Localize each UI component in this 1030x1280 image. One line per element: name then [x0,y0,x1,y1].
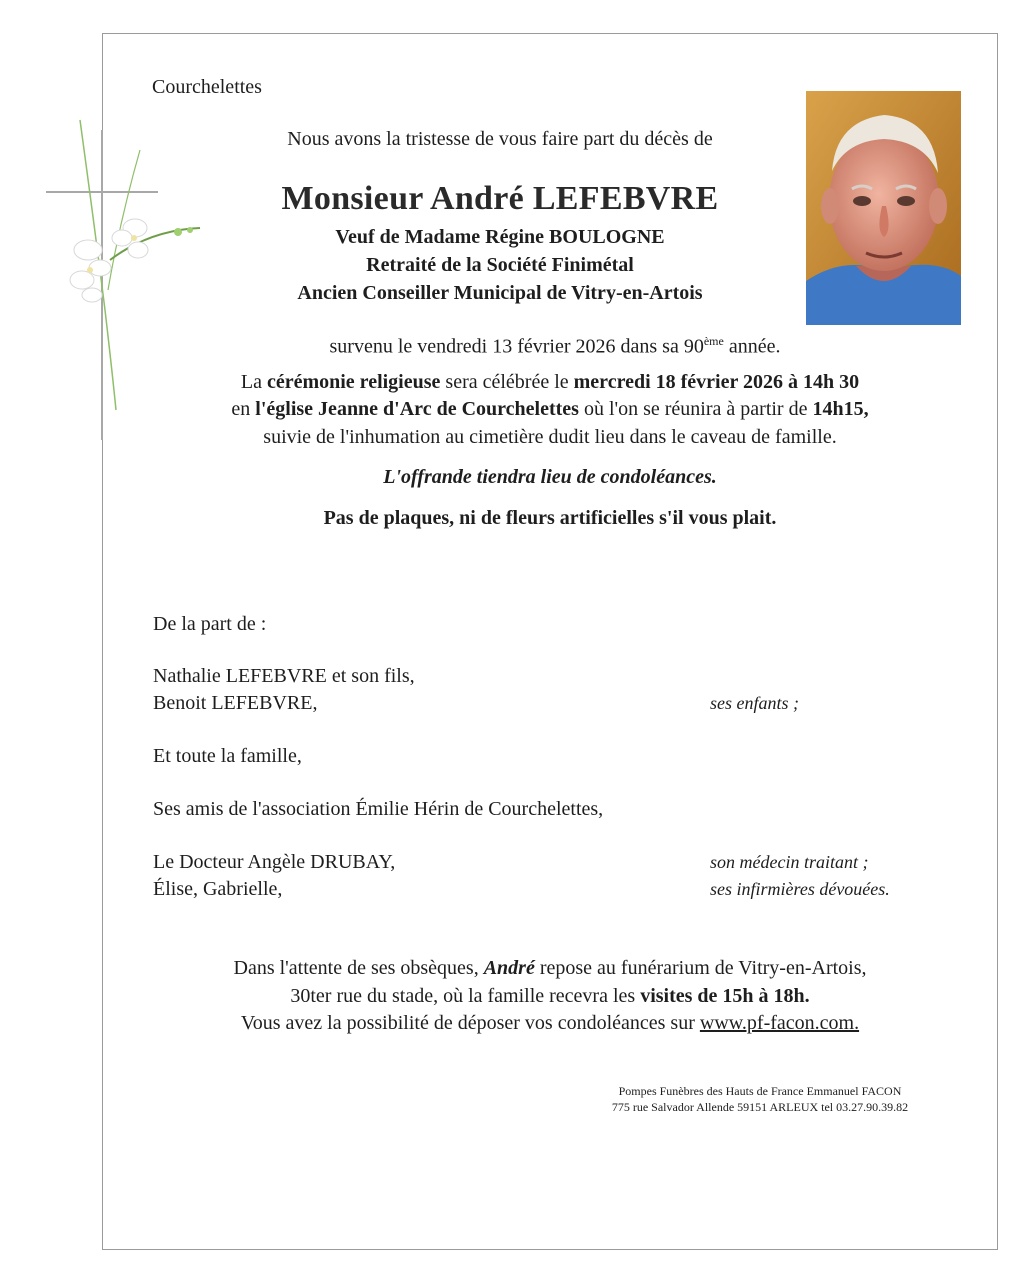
deceased-name: Monsieur André LEFEBVRE [281,180,719,217]
family-line-toute-famille: Et toute la famille, [153,745,302,767]
death-date-line: survenu le vendredi 13 février 2026 dans sa 90ème année. [329,334,781,358]
family-line-nathalie: Nathalie LEFEBVRE et son fils, [153,665,415,687]
attente-line-1: Dans l'attente de ses obsèques, André repose au funérarium de Vitry-en-Artois, [233,957,867,979]
subtitle-widower: Veuf de Madame Régine BOULOGNE [335,226,665,248]
offrande-text: L'offrande tiendra lieu de condoléances. [383,466,717,488]
de-la-part-heading: De la part de : [153,613,267,635]
family-line-benoit: Benoit LEFEBVRE, [153,692,318,714]
intro-text: Nous avons la tristesse de vous faire part du décès de [287,128,713,150]
plaques-text: Pas de plaques, ni de fleurs artificielles s'il vous plait. [323,507,777,529]
town-name: Courchelettes [152,76,262,98]
footer-address: 775 rue Salvador Allende 59151 ARLEUX tel 03.27.90.39.82 [611,1100,909,1114]
portrait-photo [806,91,961,325]
relation-enfants: ses enfants ; [710,693,799,713]
subtitle-retired: Retraité de la Société Finimétal [366,254,634,276]
subtitle-councillor: Ancien Conseiller Municipal de Vitry-en-Artois [297,282,703,304]
ceremony-line-2: en l'église Jeanne d'Arc de Courchelettes où l'on se réunira à partir de 14h15, [231,398,869,420]
family-line-infirmieres: Élise, Gabrielle, [153,878,283,900]
ceremony-line-1: La cérémonie religieuse sera célébrée le mercredi 18 février 2026 à 14h 30 [240,371,860,393]
family-line-docteur: Le Docteur Angèle DRUBAY, [153,851,396,873]
attente-line-3: Vous avez la possibilité de déposer vos condoléances sur www.pf-facon.com. [240,1012,860,1034]
relation-infirmieres: ses infirmières dévouées. [710,879,890,899]
footer-company: Pompes Funèbres des Hauts de France Emmanuel FACON [618,1084,902,1098]
ceremony-line-3: suivie de l'inhumation au cimetière dudit lieu dans le caveau de famille. [263,426,837,448]
website-link[interactable]: www.pf-facon.com. [699,1012,860,1034]
relation-medecin: son médecin traitant ; [710,852,869,872]
family-line-amis: Ses amis de l'association Émilie Hérin de Courchelettes, [153,798,604,820]
attente-line-2: 30ter rue du stade, où la famille recevra les visites de 15h à 18h. [290,985,810,1007]
